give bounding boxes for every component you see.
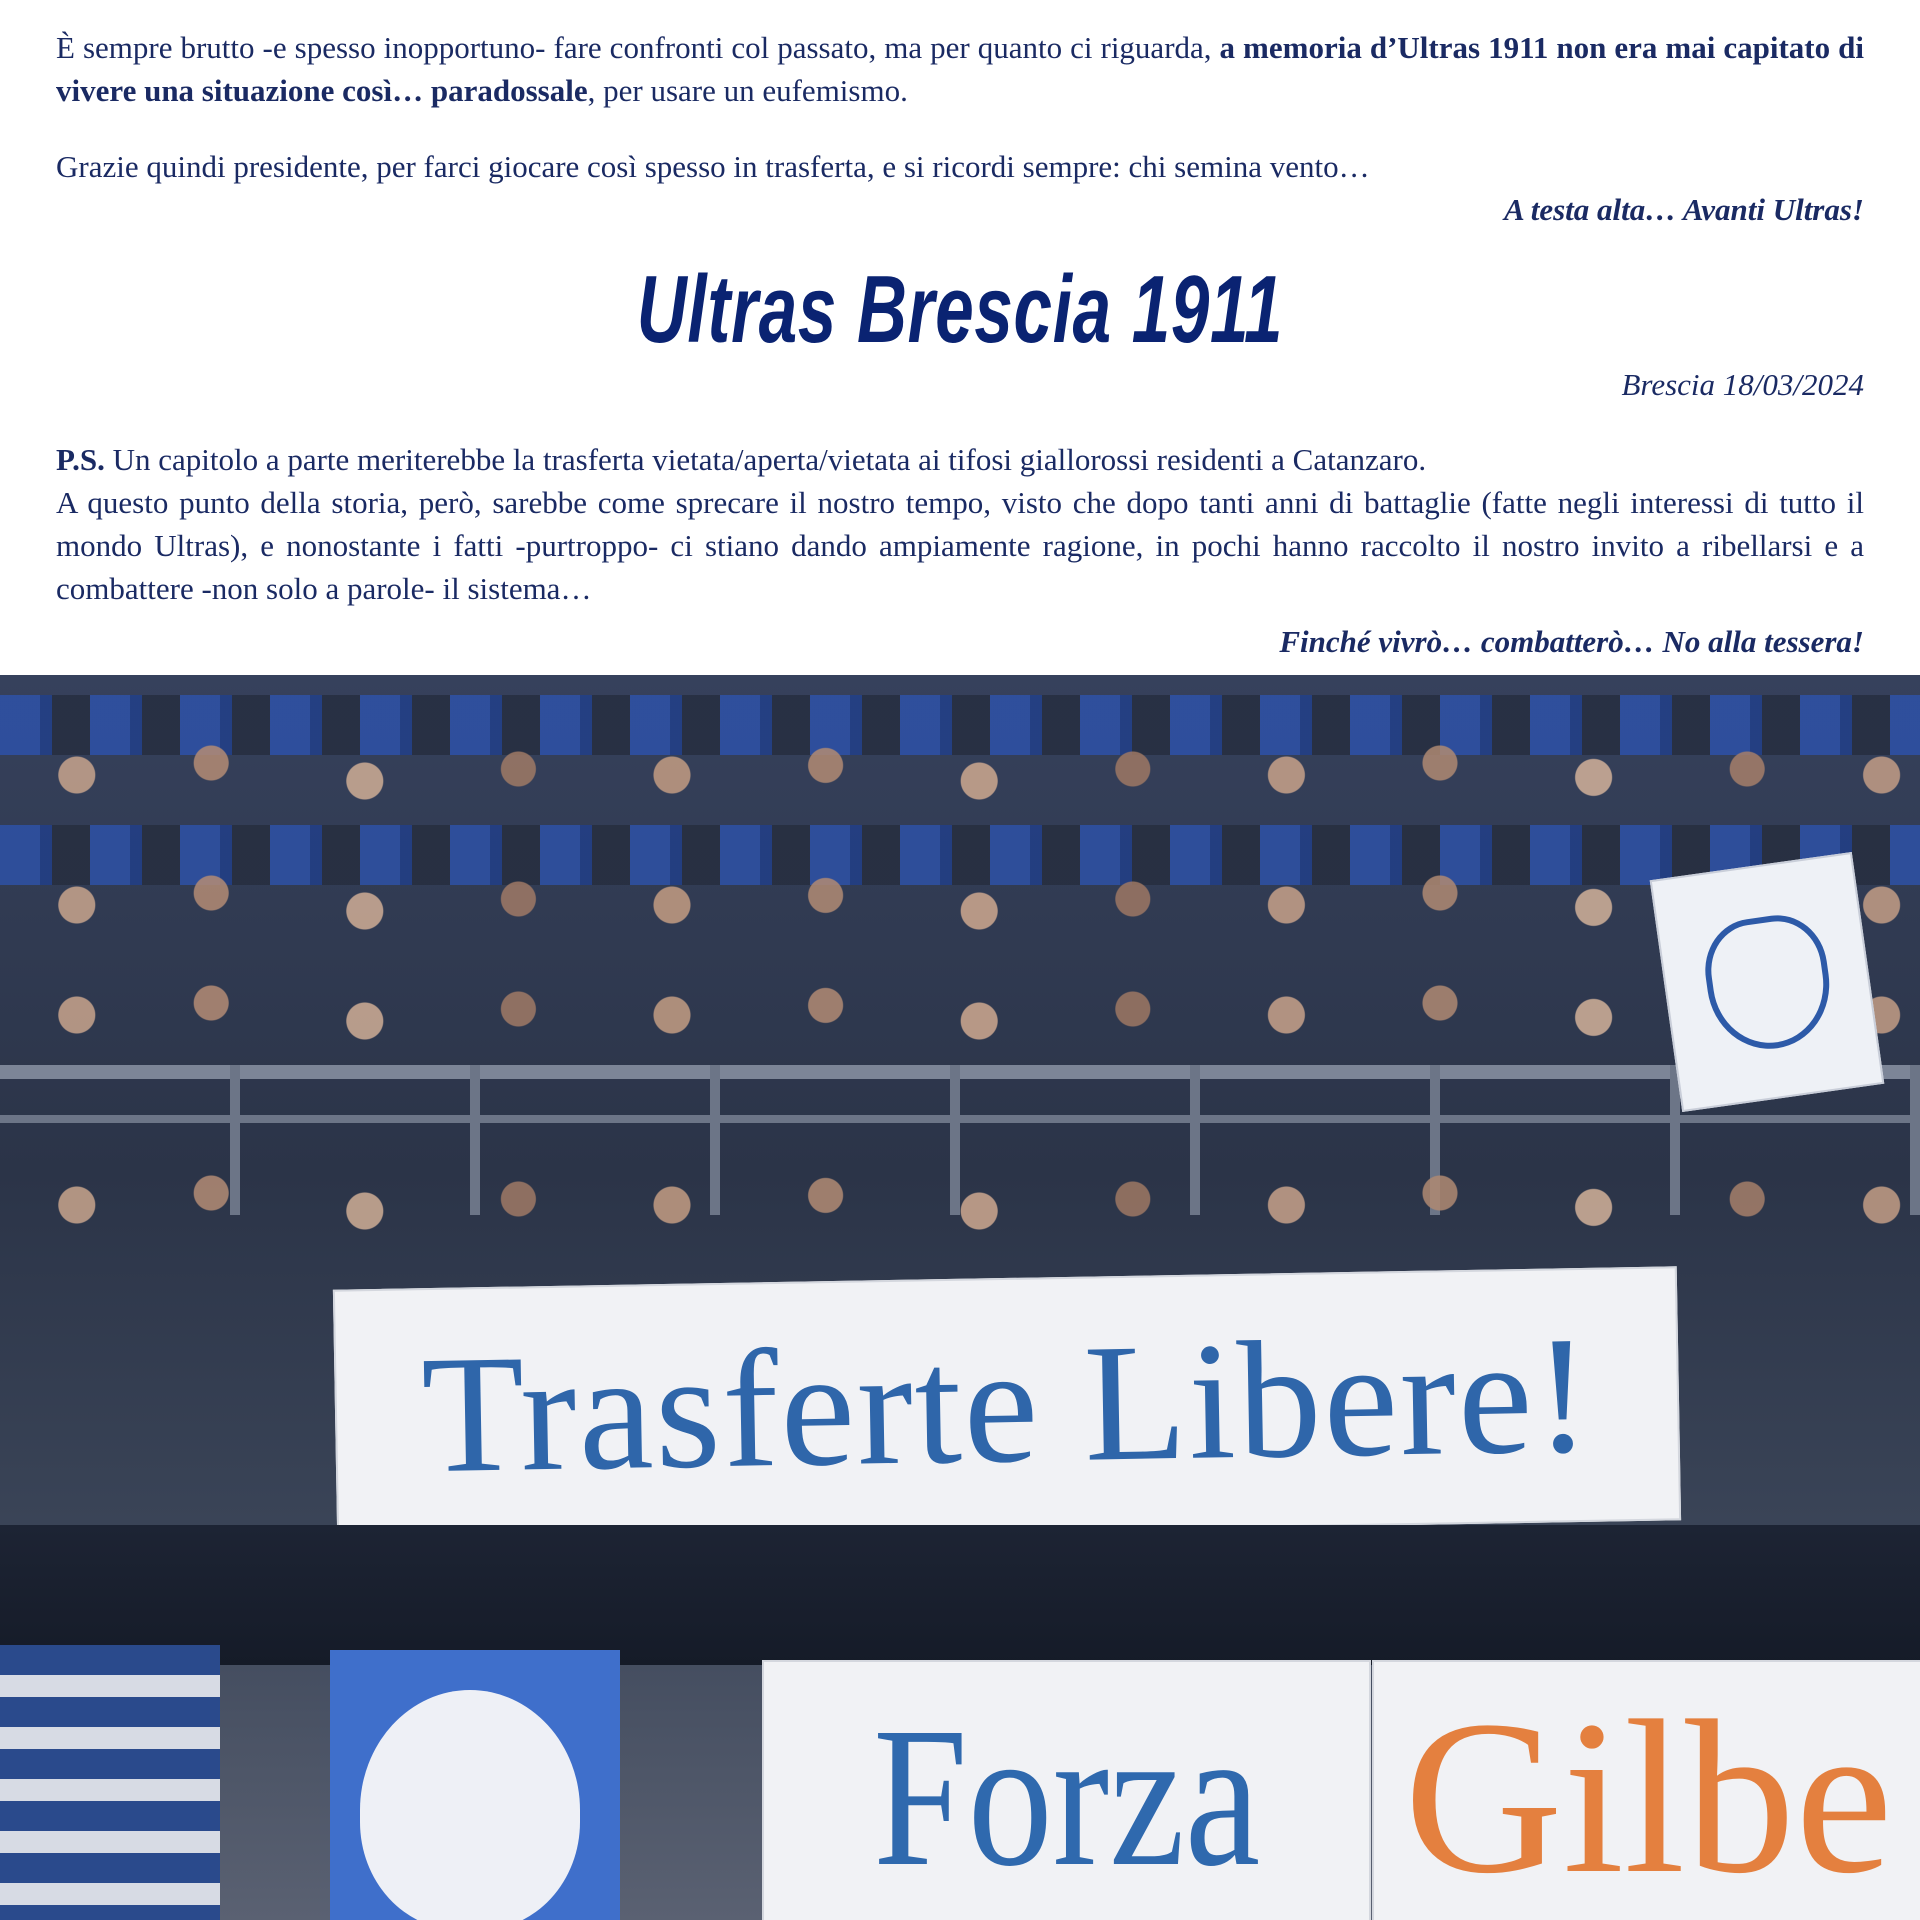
signature-title: Ultras Brescia 1911	[636, 256, 1284, 363]
paragraph-1	[56, 26, 1864, 112]
fans-front-row	[0, 1525, 1920, 1665]
banner-pattern	[0, 1645, 220, 1920]
banner-main-text: Trasferte Libere!	[420, 1301, 1594, 1508]
crowd-row	[0, 1145, 1920, 1265]
flag	[1650, 852, 1885, 1112]
banner-gilbe-text: Gilbe	[1404, 1674, 1893, 1919]
banner-face	[330, 1650, 620, 1920]
postscript-line-1: Un capitolo a parte meriterebbe la trasferta vietata/aperta/vietata ai tifosi giallorossi residenti a Catanzaro.	[104, 442, 1427, 477]
banner-gilbe	[1372, 1660, 1920, 1920]
crowd-row	[0, 955, 1920, 1075]
banner-forza-text: Forza	[872, 1686, 1261, 1908]
crowd-row	[0, 715, 1920, 835]
postscript-label: P.S.	[56, 442, 105, 477]
crowd-row	[0, 845, 1920, 965]
banner-forza	[762, 1660, 1371, 1920]
date-line: Brescia 18/03/2024	[1621, 367, 1864, 402]
postscript-body: A questo punto della storia, però, sarebbe come sprecare il nostro tempo, visto che dopo tanti anni di battaglie (fatte negli interessi di tutto il mondo Ultras), e nonostante i fatti -purtroppo- ci stiano dando ampiamente ragione, in pochi hanno raccolto il nostro invito a ribellarsi e a combattere -non solo a parole- il sistema…	[56, 485, 1864, 606]
paragraph-1-end: , per usare un eufemismo.	[587, 73, 908, 108]
paragraph-1-start: È sempre brutto -e spesso inopportuno- fare confronti col passato, ma per quanto ci riguarda,	[56, 30, 1220, 65]
face-drawing-icon	[360, 1690, 580, 1920]
flag-emblem-icon	[1699, 909, 1838, 1057]
paragraph-2: Grazie quindi presidente, per farci giocare così spesso in trasferta, e si ricordi sempre: chi semina vento…	[56, 149, 1370, 184]
motto-1: A testa alta… Avanti Ultras!	[1504, 192, 1864, 227]
stadium-photo	[0, 675, 1920, 1920]
paragraph-1-bold: a memoria d’Ultras 1911 non era mai capitato di vivere una situazione così… paradossale	[56, 30, 1864, 108]
postscript	[56, 438, 1864, 610]
motto-2: Finché vivrò… combatterò… No alla tessera!	[1279, 624, 1864, 659]
banner-trasferte-libere	[333, 1266, 1681, 1543]
